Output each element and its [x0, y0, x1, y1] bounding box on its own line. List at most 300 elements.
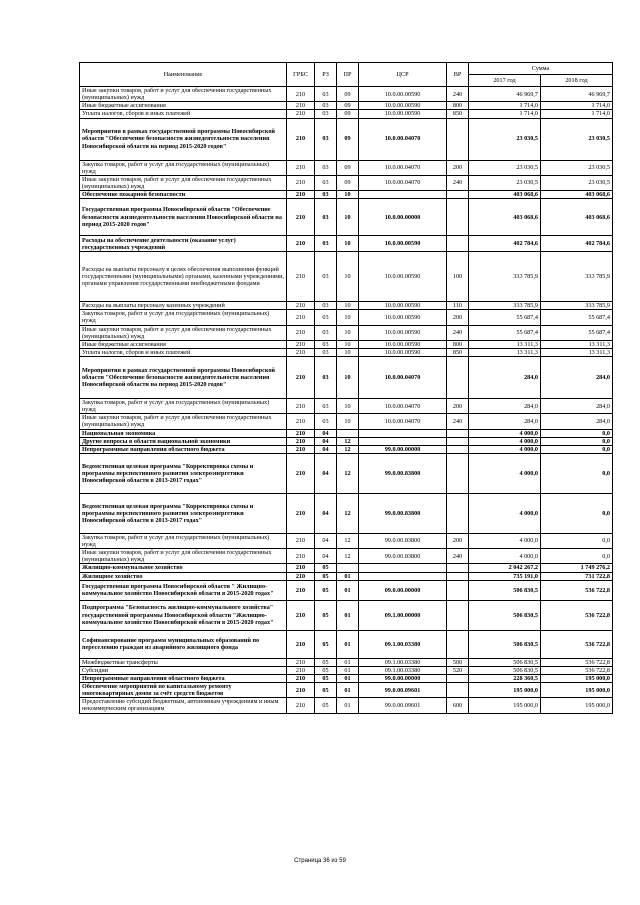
cell-pr: 01 — [337, 572, 359, 580]
table-row — [80, 630, 613, 658]
cell-grbs: 210 — [287, 252, 315, 302]
cell-s2017: 23 030,5 — [469, 118, 541, 160]
cell-name: Иные закупки товаров, работ и услуг для обеспечения государственных (муниципальных) нужд — [80, 175, 287, 190]
cell-pr — [337, 429, 359, 437]
cell-rz: 03 — [315, 340, 337, 348]
cell-s2017: 4 000,0 — [469, 437, 541, 445]
cell-csr: 99.0.00.09601 — [359, 698, 447, 713]
table-row — [80, 325, 613, 340]
cell-vr: 850 — [447, 348, 469, 356]
cell-s2018: 284,0 — [541, 414, 613, 429]
cell-csr: 10.0.00.04070 — [359, 414, 447, 429]
table-row — [80, 666, 613, 674]
cell-s2017: 1 714,0 — [469, 102, 541, 110]
cell-s2018: 195 000,0 — [541, 683, 613, 698]
table-row — [80, 399, 613, 414]
cell-s2017: 4 000,0 — [469, 549, 541, 564]
table-row — [80, 175, 613, 190]
cell-grbs: 210 — [287, 325, 315, 340]
header-year-2018: 2018 год — [541, 75, 613, 87]
table-row — [80, 160, 613, 175]
cell-csr — [359, 564, 447, 572]
cell-vr — [447, 600, 469, 630]
header-vr: ВР — [447, 63, 469, 87]
cell-s2017: 284,0 — [469, 399, 541, 414]
cell-name: Закупка товаров, работ и услуг для государственных (муниципальных) нужд — [80, 399, 287, 414]
cell-s2018: 13 311,3 — [541, 348, 613, 356]
cell-s2017: 506 830,5 — [469, 600, 541, 630]
cell-rz: 03 — [315, 191, 337, 199]
table-row — [80, 580, 613, 600]
cell-pr: 01 — [337, 666, 359, 674]
cell-vr: 800 — [447, 340, 469, 348]
table-row — [80, 674, 613, 682]
cell-s2018: 0,0 — [541, 429, 613, 437]
cell-s2018: 536 722,8 — [541, 600, 613, 630]
cell-csr: 09.1.00.03380 — [359, 658, 447, 666]
header-name: Наименование — [80, 63, 287, 87]
cell-pr: 09 — [337, 175, 359, 190]
cell-s2017: 506 830,5 — [469, 666, 541, 674]
cell-s2018: 402 784,6 — [541, 236, 613, 252]
table-row — [80, 102, 613, 110]
cell-name: Расходы на выплаты персоналу в целях обеспечения выполнения функций государственными (муниципальными) органами, казенными учреждениями, органами управления государственными внебюджетными фондами — [80, 252, 287, 302]
cell-pr: 10 — [337, 348, 359, 356]
cell-csr: 10.0.00.00590 — [359, 348, 447, 356]
cell-rz: 05 — [315, 666, 337, 674]
cell-rz: 05 — [315, 564, 337, 572]
table-row — [80, 683, 613, 698]
cell-s2018: 1 714,0 — [541, 110, 613, 118]
cell-grbs: 210 — [287, 160, 315, 175]
cell-csr: 10.0.00.00000 — [359, 199, 447, 236]
cell-rz: 03 — [315, 175, 337, 190]
cell-s2018: 536 722,8 — [541, 658, 613, 666]
cell-grbs: 210 — [287, 549, 315, 564]
cell-grbs: 210 — [287, 429, 315, 437]
cell-s2018: 536 722,8 — [541, 666, 613, 674]
cell-vr — [447, 236, 469, 252]
cell-s2017: 4 000,0 — [469, 429, 541, 437]
cell-name: Иные бюджетные ассигнования — [80, 340, 287, 348]
cell-vr: 520 — [447, 666, 469, 674]
cell-s2018: 403 068,6 — [541, 199, 613, 236]
cell-csr: 09.1.00.03380 — [359, 666, 447, 674]
cell-csr: 99.0.00.83800 — [359, 493, 447, 533]
cell-csr: 99.0.00.09601 — [359, 683, 447, 698]
cell-rz: 03 — [315, 302, 337, 310]
cell-s2018: 0,0 — [541, 549, 613, 564]
cell-vr: 240 — [447, 325, 469, 340]
cell-vr: 240 — [447, 175, 469, 190]
cell-s2018: 0,0 — [541, 533, 613, 548]
budget-table — [79, 62, 613, 714]
cell-pr: 12 — [337, 437, 359, 445]
table-row — [80, 429, 613, 437]
cell-rz: 03 — [315, 252, 337, 302]
cell-s2017: 735 191,0 — [469, 572, 541, 580]
cell-csr: 10.0.00.04070 — [359, 175, 447, 190]
header-csr: ЦСР — [359, 63, 447, 87]
cell-vr: 600 — [447, 698, 469, 713]
cell-rz: 05 — [315, 658, 337, 666]
cell-vr: 240 — [447, 87, 469, 102]
cell-name: Ведомственная целевая программа "Корректировка схемы и программы перспективного развития электроэнергетики Новосибирской области в 2013-2017 годах" — [80, 493, 287, 533]
cell-grbs: 210 — [287, 564, 315, 572]
cell-name: Национальная экономика — [80, 429, 287, 437]
cell-pr: 01 — [337, 683, 359, 698]
cell-s2017: 403 068,6 — [469, 191, 541, 199]
table-body — [80, 87, 613, 714]
cell-rz: 03 — [315, 357, 337, 399]
table-row — [80, 437, 613, 445]
cell-vr — [447, 118, 469, 160]
cell-s2018: 333 785,9 — [541, 302, 613, 310]
cell-rz: 05 — [315, 683, 337, 698]
cell-s2018: 333 785,9 — [541, 252, 613, 302]
table-row — [80, 236, 613, 252]
table-row — [80, 310, 613, 325]
cell-vr — [447, 564, 469, 572]
cell-name: Обеспечение мероприятий по капитальному ремонту многоквартирных домов за счёт средств бюджетов — [80, 683, 287, 698]
cell-csr — [359, 429, 447, 437]
cell-grbs: 210 — [287, 175, 315, 190]
cell-s2017: 195 000,0 — [469, 698, 541, 713]
cell-vr: 100 — [447, 252, 469, 302]
cell-rz: 05 — [315, 600, 337, 630]
cell-grbs: 210 — [287, 302, 315, 310]
cell-rz: 04 — [315, 549, 337, 564]
cell-name: Иные закупки товаров, работ и услуг для обеспечения государственных (муниципальных) нужд — [80, 414, 287, 429]
cell-name: Непрограммные направления областного бюджета — [80, 445, 287, 453]
cell-s2017: 46 969,7 — [469, 87, 541, 102]
cell-pr: 01 — [337, 600, 359, 630]
cell-s2018: 23 030,5 — [541, 175, 613, 190]
cell-name: Государственная программа Новосибирской области "Обеспечение безопасности жизнедеятельности населения Новосибирской области на период 2015-2020 годов" — [80, 199, 287, 236]
cell-grbs: 210 — [287, 437, 315, 445]
table-row — [80, 118, 613, 160]
cell-name: Мероприятия в рамках государственной программы Новосибирской области "Обеспечение безопасности жизнедеятельности населения Новосибирской области на период 2015-2020 годов" — [80, 357, 287, 399]
cell-csr — [359, 572, 447, 580]
table-row — [80, 572, 613, 580]
cell-rz: 03 — [315, 310, 337, 325]
cell-rz: 03 — [315, 348, 337, 356]
cell-csr: 09.1.00.00000 — [359, 600, 447, 630]
table-row — [80, 357, 613, 399]
cell-csr: 10.0.00.00590 — [359, 310, 447, 325]
cell-pr: 09 — [337, 110, 359, 118]
cell-pr: 10 — [337, 191, 359, 199]
cell-s2017: 506 830,5 — [469, 580, 541, 600]
cell-vr: 500 — [447, 658, 469, 666]
table-row — [80, 453, 613, 493]
table-row — [80, 533, 613, 548]
cell-pr: 09 — [337, 102, 359, 110]
cell-s2018: 0,0 — [541, 453, 613, 493]
cell-pr: 12 — [337, 445, 359, 453]
cell-csr: 10.0.00.00590 — [359, 302, 447, 310]
table-row — [80, 549, 613, 564]
cell-pr: 10 — [337, 310, 359, 325]
cell-s2017: 4 000,0 — [469, 453, 541, 493]
cell-csr: 10.0.00.00590 — [359, 236, 447, 252]
cell-s2017: 506 830,5 — [469, 658, 541, 666]
cell-s2017: 13 311,3 — [469, 348, 541, 356]
cell-name: Иные закупки товаров, работ и услуг для обеспечения государственных (муниципальных) нужд — [80, 87, 287, 102]
cell-rz: 03 — [315, 399, 337, 414]
cell-grbs: 210 — [287, 445, 315, 453]
cell-s2018: 1 749 276,2 — [541, 564, 613, 572]
cell-csr: 10.0.00.00590 — [359, 340, 447, 348]
cell-s2017: 506 830,5 — [469, 630, 541, 658]
cell-grbs: 210 — [287, 666, 315, 674]
cell-s2018: 195 000,0 — [541, 674, 613, 682]
cell-s2017: 284,0 — [469, 357, 541, 399]
cell-pr: 01 — [337, 630, 359, 658]
cell-pr: 09 — [337, 118, 359, 160]
cell-vr: 200 — [447, 310, 469, 325]
cell-pr: 10 — [337, 340, 359, 348]
header-grbs: ГРБС — [287, 63, 315, 87]
cell-vr — [447, 445, 469, 453]
cell-csr: 10.0.00.04070 — [359, 357, 447, 399]
cell-vr — [447, 580, 469, 600]
cell-s2018: 55 687,4 — [541, 325, 613, 340]
cell-rz: 04 — [315, 445, 337, 453]
cell-vr: 240 — [447, 414, 469, 429]
table-row — [80, 110, 613, 118]
cell-s2017: 403 068,6 — [469, 199, 541, 236]
cell-grbs: 210 — [287, 191, 315, 199]
cell-s2017: 228 360,5 — [469, 674, 541, 682]
table-row — [80, 348, 613, 356]
cell-s2017: 2 042 267,2 — [469, 564, 541, 572]
cell-vr — [447, 572, 469, 580]
cell-rz: 05 — [315, 674, 337, 682]
cell-name: Межбюджетные трансферты — [80, 658, 287, 666]
cell-s2018: 23 030,5 — [541, 118, 613, 160]
cell-grbs: 210 — [287, 493, 315, 533]
cell-rz: 03 — [315, 110, 337, 118]
cell-name: Иные закупки товаров, работ и услуг для обеспечения государственных (муниципальных) нужд — [80, 549, 287, 564]
table-row — [80, 600, 613, 630]
cell-grbs: 210 — [287, 118, 315, 160]
cell-vr — [447, 357, 469, 399]
cell-rz: 05 — [315, 580, 337, 600]
cell-grbs: 210 — [287, 572, 315, 580]
cell-pr: 09 — [337, 160, 359, 175]
cell-name: Подпрограмма "Безопасность жилищно-коммунального хозяйства" государственной программы Новосибирской области "Жилищно-коммунальное хозяйство Новосибирской области в 2015-2020 годах" — [80, 600, 287, 630]
cell-rz: 03 — [315, 160, 337, 175]
cell-s2017: 333 785,9 — [469, 252, 541, 302]
cell-pr: 10 — [337, 399, 359, 414]
table-row — [80, 252, 613, 302]
cell-grbs: 210 — [287, 340, 315, 348]
table-row — [80, 87, 613, 102]
cell-vr: 850 — [447, 110, 469, 118]
cell-pr — [337, 564, 359, 572]
cell-grbs: 210 — [287, 110, 315, 118]
cell-csr: 10.0.00.00590 — [359, 87, 447, 102]
cell-name: Расходы на обеспечение деятельности (оказание услуг) государственных учреждений — [80, 236, 287, 252]
cell-s2018: 731 722,8 — [541, 572, 613, 580]
header-year-2017: 2017 год — [469, 75, 541, 87]
cell-pr: 01 — [337, 580, 359, 600]
cell-grbs: 210 — [287, 698, 315, 713]
cell-pr: 10 — [337, 236, 359, 252]
cell-pr: 10 — [337, 302, 359, 310]
cell-grbs: 210 — [287, 658, 315, 666]
cell-vr — [447, 191, 469, 199]
cell-s2018: 23 030,5 — [541, 160, 613, 175]
cell-vr — [447, 674, 469, 682]
cell-s2017: 1 714,0 — [469, 110, 541, 118]
cell-name: Уплата налогов, сборов и иных платежей — [80, 110, 287, 118]
cell-grbs: 210 — [287, 674, 315, 682]
cell-name: Жилищно-коммунальное хозяйство — [80, 564, 287, 572]
cell-s2018: 46 969,7 — [541, 87, 613, 102]
cell-vr: 800 — [447, 102, 469, 110]
cell-grbs: 210 — [287, 236, 315, 252]
cell-pr: 09 — [337, 87, 359, 102]
table-row — [80, 199, 613, 236]
cell-csr: 10.0.00.04070 — [359, 399, 447, 414]
cell-csr: 10.0.00.04070 — [359, 160, 447, 175]
cell-s2017: 13 311,3 — [469, 340, 541, 348]
cell-name: Предоставление субсидий бюджетным, автономным учреждениям и иным некоммерческим организациям — [80, 698, 287, 713]
cell-name: Обеспечение пожарной безопасности — [80, 191, 287, 199]
cell-s2018: 55 687,4 — [541, 310, 613, 325]
cell-name: Непрограммные направления областного бюджета — [80, 674, 287, 682]
cell-rz: 04 — [315, 453, 337, 493]
cell-pr: 10 — [337, 414, 359, 429]
cell-name: Расходы на выплаты персоналу казенных учреждений — [80, 302, 287, 310]
cell-rz: 03 — [315, 199, 337, 236]
cell-name: Уплата налогов, сборов и иных платежей — [80, 348, 287, 356]
cell-rz: 03 — [315, 118, 337, 160]
cell-s2017: 402 784,6 — [469, 236, 541, 252]
cell-s2018: 13 311,3 — [541, 340, 613, 348]
cell-s2017: 55 687,4 — [469, 325, 541, 340]
cell-name: Закупка товаров, работ и услуг для государственных (муниципальных) нужд — [80, 533, 287, 548]
cell-s2017: 4 000,0 — [469, 533, 541, 548]
cell-grbs: 210 — [287, 630, 315, 658]
cell-csr: 99.0.00.83800 — [359, 453, 447, 493]
cell-s2017: 4 000,0 — [469, 445, 541, 453]
cell-vr — [447, 429, 469, 437]
cell-csr: 99.0.00.83800 — [359, 533, 447, 548]
cell-name: Закупка товаров, работ и услуг для государственных (муниципальных) нужд — [80, 310, 287, 325]
cell-rz: 03 — [315, 236, 337, 252]
cell-s2018: 0,0 — [541, 437, 613, 445]
table-row — [80, 191, 613, 199]
cell-s2018: 195 000,0 — [541, 698, 613, 713]
table-row — [80, 340, 613, 348]
cell-vr — [447, 493, 469, 533]
cell-rz: 04 — [315, 493, 337, 533]
cell-vr — [447, 437, 469, 445]
cell-name: Иные закупки товаров, работ и услуг для обеспечения государственных (муниципальных) нужд — [80, 325, 287, 340]
cell-s2017: 23 030,5 — [469, 175, 541, 190]
cell-grbs: 210 — [287, 199, 315, 236]
cell-s2017: 195 000,0 — [469, 683, 541, 698]
cell-rz: 03 — [315, 87, 337, 102]
cell-vr — [447, 453, 469, 493]
cell-vr: 240 — [447, 549, 469, 564]
cell-pr: 12 — [337, 453, 359, 493]
cell-vr: 110 — [447, 302, 469, 310]
cell-s2017: 55 687,4 — [469, 310, 541, 325]
cell-rz: 03 — [315, 102, 337, 110]
cell-pr: 01 — [337, 658, 359, 666]
cell-csr: 10.0.00.00590 — [359, 110, 447, 118]
table-header — [80, 63, 613, 87]
cell-grbs: 210 — [287, 87, 315, 102]
cell-csr: 10.0.00.00590 — [359, 325, 447, 340]
cell-pr: 12 — [337, 493, 359, 533]
header-sum: Сумма — [469, 63, 613, 75]
cell-name: Другие вопросы в области национальной экономики — [80, 437, 287, 445]
cell-csr: 99.0.00.00000 — [359, 674, 447, 682]
cell-vr: 200 — [447, 533, 469, 548]
cell-s2018: 284,0 — [541, 399, 613, 414]
cell-pr: 10 — [337, 199, 359, 236]
cell-name: Субсидии — [80, 666, 287, 674]
cell-vr — [447, 630, 469, 658]
cell-name: Ведомственная целевая программа "Корректировка схемы и программы перспективного развития электроэнергетики Новосибирской области в 2013-2017 годах" — [80, 453, 287, 493]
cell-s2017: 4 000,0 — [469, 493, 541, 533]
cell-name: Иные бюджетные ассигнования — [80, 102, 287, 110]
cell-vr — [447, 683, 469, 698]
cell-grbs: 210 — [287, 533, 315, 548]
cell-csr: 09.1.00.03380 — [359, 630, 447, 658]
cell-name: Мероприятия в рамках государственной программы Новосибирской области "Обеспечение безопасности жизнедеятельности населения Новосибирской области на период 2015-2020 годов" — [80, 118, 287, 160]
cell-rz: 04 — [315, 437, 337, 445]
cell-vr: 200 — [447, 399, 469, 414]
cell-grbs: 210 — [287, 683, 315, 698]
cell-s2017: 333 785,9 — [469, 302, 541, 310]
cell-s2017: 284,0 — [469, 414, 541, 429]
cell-name: Закупка товаров, работ и услуг для государственных (муниципальных) нужд — [80, 160, 287, 175]
cell-s2018: 284,0 — [541, 357, 613, 399]
cell-csr — [359, 191, 447, 199]
cell-name: Софинансирование программ муниципальных образований по переселению граждан из аварийного жилищного фонда — [80, 630, 287, 658]
table-row — [80, 658, 613, 666]
cell-rz: 05 — [315, 630, 337, 658]
cell-s2018: 403 068,6 — [541, 191, 613, 199]
cell-grbs: 210 — [287, 580, 315, 600]
table-row — [80, 414, 613, 429]
cell-s2018: 536 722,8 — [541, 630, 613, 658]
cell-name: Государственная программа Новосибирской области " Жилищно-коммунальное хозяйство Новосибирской области в 2015-2020 годах" — [80, 580, 287, 600]
cell-csr: 99.0.00.00000 — [359, 445, 447, 453]
cell-csr — [359, 437, 447, 445]
cell-rz: 05 — [315, 698, 337, 713]
cell-pr: 10 — [337, 325, 359, 340]
cell-csr: 10.0.00.04070 — [359, 118, 447, 160]
cell-rz: 05 — [315, 572, 337, 580]
cell-grbs: 210 — [287, 348, 315, 356]
cell-s2018: 1 714,0 — [541, 102, 613, 110]
cell-pr: 12 — [337, 549, 359, 564]
cell-grbs: 210 — [287, 357, 315, 399]
cell-grbs: 210 — [287, 600, 315, 630]
cell-pr: 12 — [337, 533, 359, 548]
cell-s2018: 0,0 — [541, 493, 613, 533]
cell-csr: 09.0.00.00000 — [359, 580, 447, 600]
cell-grbs: 210 — [287, 102, 315, 110]
table-row — [80, 564, 613, 572]
